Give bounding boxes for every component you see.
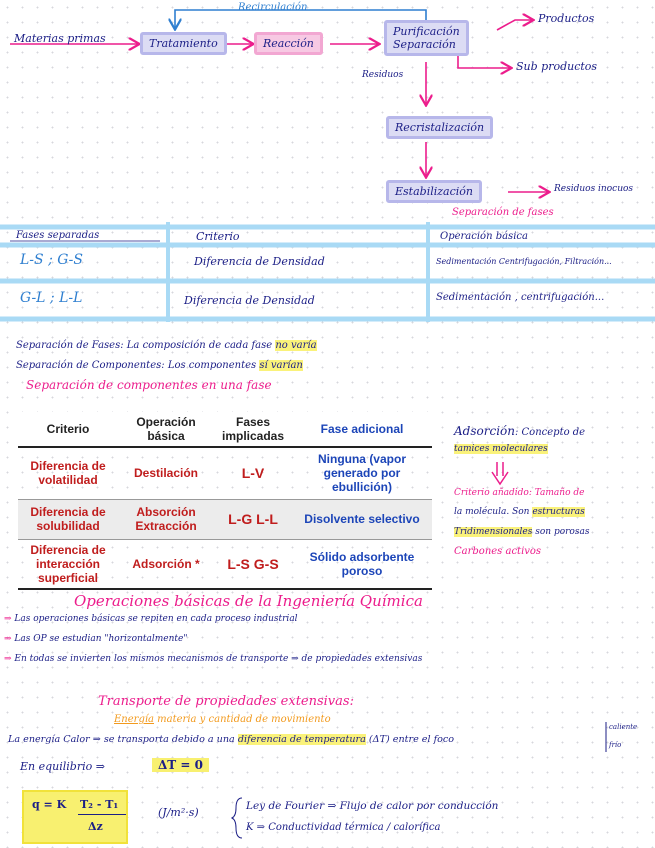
recristalizacion-text: Recristalización xyxy=(395,121,485,134)
sep-fases-label: Separación de Fases: xyxy=(16,340,124,351)
criterio-line2-highlight: estructuras xyxy=(532,507,585,517)
equilibrio-label: En equilibrio ⇒ xyxy=(20,760,105,773)
transporte-title: Transporte de propiedades extensivas: xyxy=(98,694,354,709)
delta-t-box: ΔT = 0 xyxy=(152,758,209,772)
cell-adicional: Sólido adsorbente poroso xyxy=(292,539,432,589)
operaciones-bullet-2: ⇒ Las OP se estudian "horizontalmente" xyxy=(4,634,188,644)
formula-denominator: Δz xyxy=(88,820,103,833)
cell-operacion: Absorción Extracción xyxy=(118,499,214,539)
cell-operacion: Destilación xyxy=(118,447,214,499)
criterio-line3-text: son porosas xyxy=(532,527,590,537)
adsorcion-title: Adsorción xyxy=(454,424,515,438)
cell-adicional: Ninguna (vapor generado por ebullición) xyxy=(292,447,432,499)
th-fase-adicional: Fase adicional xyxy=(292,412,432,447)
th-operacion: Operación básica xyxy=(118,412,214,447)
energia-line-pre: La energía Calor ⇒ se transporta debido a una xyxy=(8,734,238,745)
frio-label: frío xyxy=(609,741,622,749)
operaciones-bullet-1: ⇒ Las operaciones básicas se repiten en cada proceso industrial xyxy=(4,614,298,624)
energia-line-highlight: diferencia de temperatura xyxy=(237,734,366,745)
cell-fases: L-G L-L xyxy=(214,499,292,539)
hand-header-criterio: Criterio xyxy=(196,230,240,243)
th-fases: Fases implicadas xyxy=(214,412,292,447)
sep-comp-text: Los componentes xyxy=(167,360,260,371)
units-label: (J/m²·s) xyxy=(158,806,199,819)
separacion-text: Separación xyxy=(393,38,456,51)
criterio-line3-highlight: Tridimensionales xyxy=(454,527,533,537)
materias-primas-label: Materias primas xyxy=(14,32,106,45)
k-definition: K ⇒ Conductividad térmica / calorífica xyxy=(246,822,441,833)
formula-numerator: T₂ - T₁ xyxy=(80,798,119,811)
subproductos-label: Sub productos xyxy=(516,60,598,73)
sep-comp-label: Separación de Componentes: xyxy=(16,360,165,371)
cell-criterio: Diferencia de solubilidad xyxy=(18,499,118,539)
sep-comp-fase-title: Separación de componentes en una fase xyxy=(26,378,272,392)
sep-comp-highlight: sí varían xyxy=(259,360,303,371)
hand-row1-operacion: Sedimentación Centrifugación, Filtración... xyxy=(436,257,612,266)
carbones-activos: Carbones activos xyxy=(454,546,542,557)
bullet-2-text: Las OP se estudian "horizontalmente" xyxy=(14,634,188,644)
hand-row1-fases: L-S ; G-S xyxy=(20,252,83,268)
adsorcion-line2: tamices moleculares xyxy=(454,444,548,454)
sep-fases-highlight: no varía xyxy=(275,340,317,351)
recirculacion-label: Recirculación xyxy=(238,2,308,13)
cell-fases: L-V xyxy=(214,447,292,499)
productos-label: Productos xyxy=(538,12,595,25)
bullet-1-text: Las operaciones básicas se repiten en cada proceso industrial xyxy=(14,614,298,624)
operaciones-title: Operaciones básicas de la Ingeniería Química xyxy=(74,592,423,610)
tratamiento-text: Tratamiento xyxy=(149,37,218,50)
hand-row2-criterio: Diferencia de Densidad xyxy=(184,294,315,307)
cell-criterio: Diferencia de interacción superficial xyxy=(18,539,118,589)
adsorcion-line1: : Concepto de xyxy=(514,427,586,438)
cell-fases: L-S G-S xyxy=(214,539,292,589)
hand-row1-criterio: Diferencia de Densidad xyxy=(194,255,325,268)
reaccion-text: Reacción xyxy=(263,37,314,50)
residuos-inocuos-label: Residuos inocuos xyxy=(554,184,634,194)
formula-lhs: q = K xyxy=(32,798,67,811)
estabilizacion-text: Estabilización xyxy=(395,185,473,198)
residuos-label: Residuos xyxy=(362,70,404,80)
cell-adicional: Disolvente selectivo xyxy=(292,499,432,539)
hand-header-fases: Fases separadas xyxy=(16,230,100,241)
purificacion-text: Purificación xyxy=(393,25,460,38)
hand-header-operacion: Operación básica xyxy=(440,231,528,242)
hand-row2-operacion: Sedimentación , centrifugación... xyxy=(436,292,605,303)
ley-fourier: Ley de Fourier ⇒ Flujo de calor por conducción xyxy=(246,800,499,812)
operaciones-bullet-3: ⇒ En todas se invierten los mismos mecanismos de transporte ⇒ de propiedades extensivas xyxy=(4,654,423,664)
criterio-line2-text: la molécula. Son xyxy=(454,507,533,517)
separacion-fases-title: Separación de fases xyxy=(452,207,554,218)
cell-criterio: Diferencia de volatilidad xyxy=(18,447,118,499)
cell-operacion: Adsorción * xyxy=(118,539,214,589)
th-criterio: Criterio xyxy=(18,412,118,447)
caliente-label: caliente xyxy=(609,723,638,731)
energia-line-post: (ΔT) entre el foco xyxy=(365,734,455,745)
bullet-3-text: En todas se invierten los mismos mecanismos de transporte ⇒ de propiedades extensivas xyxy=(14,654,423,664)
subtitle-rest: materia y cantidad de movimiento xyxy=(154,714,331,725)
hand-row2-fases: G-L ; L-L xyxy=(20,290,83,306)
criterio-line1: Criterio añadido: Tamaño de xyxy=(454,488,585,498)
sep-fases-text: La composición de cada fase xyxy=(126,340,276,351)
energia-word: Energía xyxy=(114,714,154,725)
